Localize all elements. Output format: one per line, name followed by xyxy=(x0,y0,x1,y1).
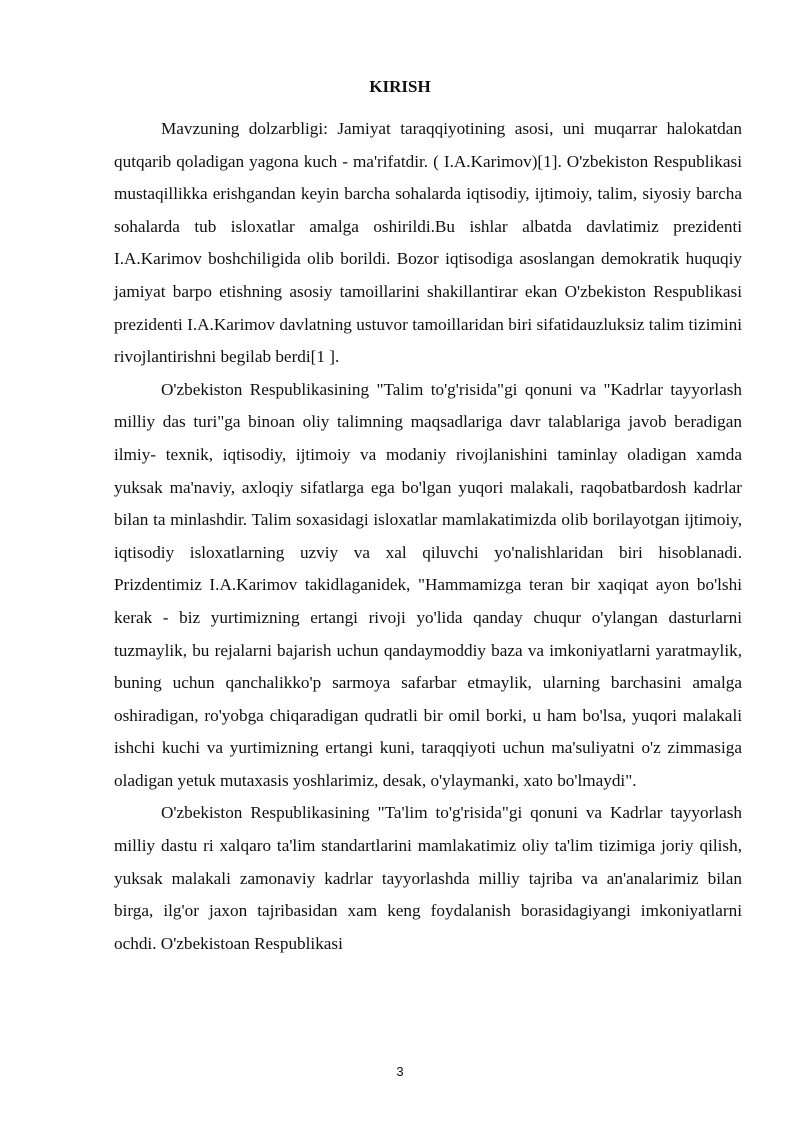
page-title: KIRISH xyxy=(369,77,431,96)
paragraph-international-standards: O'zbekiston Respublikasining "Ta'lim to'g'risida"gi qonuni va Kadrlar tayyorlash milliy dastu ri xalqaro ta'lim standartlarini mamlakatimiz oliy ta'lim tizimiga joriy qilish, yuksak malakali zamonaviy kadrlar tayyorlashda milliy tajriba va an'analarimiz bilan birga, ilg'or jaxon tajribasidan xam keng foydalanish borasidagiyangi imkoniyatlarni ochdi. O'zbekistoan Respublikasi xyxy=(114,803,742,953)
paragraph-relevance: Mavzuning dolzarbligi: Jamiyat taraqqiyotining asosi, uni muqarrar halokatdan qutqarib qoladigan yagona kuch - ma'rifatdir. ( I.A.Karimov)[1]. O'zbekiston Respublikasi mustaqillikka erishgandan keyin barcha sohalarda iqtisodiy, ijtimoiy, talim, siyosiy barcha sohalarda tub isloxatlar amalga oshirildi.Bu ishlar albatda davlatimiz prezidenti I.A.Karimov boshchiligida olib borildi. Bozor iqtisodiga asoslangan demokratik huquqiy jamiyat barpo etishning asosiy tamoillarini shakillantirar ekan O'zbekiston Respublikasi prezidenti I.A.Karimov davlatning ustuvor tamoillaridan biri sifatidauzluksiz talim tizimini rivojlantirishni begilab berdi[1 ]. xyxy=(114,119,742,367)
body-text xyxy=(114,113,742,960)
page-number: 3 xyxy=(396,1064,404,1079)
paragraph-education-law: O'zbekiston Respublikasining "Talim to'g'risida"gi qonuni va "Kadrlar tayyorlash milliy das turi"ga binoan oliy talimning maqsadlariga davr talablariga javob beradigan ilmiy- texnik, iqtisodiy, ijtimoiy va modaniy rivojlanishini taminlay oladigan xamda yuksak ma'naviy, axloqiy sifatlarga ega bo'lgan yuqori malakali, raqobatbardosh kadrlar bilan ta minlashdir. Talim soxasidagi isloxatlar mamlakatimizda olib borilayotgan ijtimoiy, iqtisodiy isloxatlarning uzviy va xal qiluvchi yo'nalishlaridan biri hisoblanadi. Prizdentimiz I.A.Karimov takidlaganidek, "Hammamizga teran bir xaqiqat ayon bo'lshi kerak - biz yurtimizning ertangi rivoji yo'lida qanday chuqur o'ylangan dasturlarni tuzmaylik, bu rejalarni bajarish uchun qandaymoddiy baza va imkoniyatlarni yaratmaylik, buning uchun qanchalikko'p sarmoya safarbar etmaylik, ularning barchasini amalga oshiradigan, ro'yobga chiqaradigan qudratli bir omil borki, u ham bo'lsa, yuqori malakali ishchi kuchi va yurtimizning ertangi kuni, taraqqiyoti uchun ma'suliyatni o'z zimmasiga oladigan yetuk mutaxasis yoshlarimiz, desak, o'ylaymanki, xato bo'lmaydi". xyxy=(114,379,742,790)
